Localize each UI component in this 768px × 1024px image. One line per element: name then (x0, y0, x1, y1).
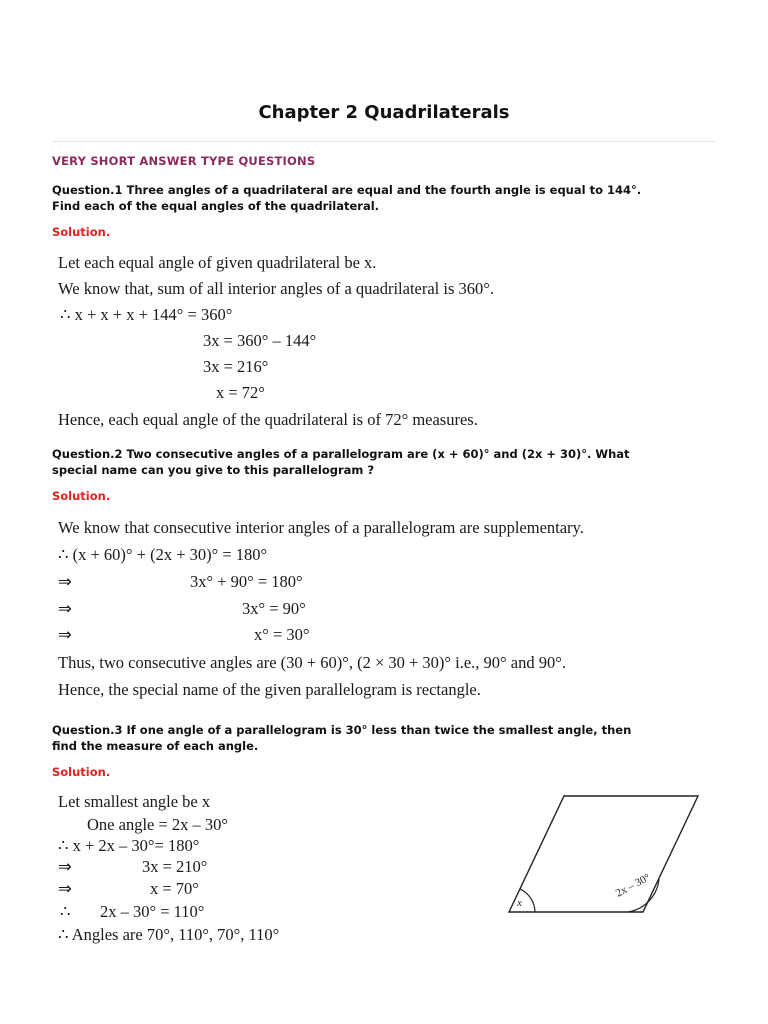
question-1 (52, 182, 712, 214)
question-3-line-1: Question.3 If one angle of a parallelogram is 30° less than twice the smallest angle, then (52, 723, 632, 737)
therefore-symbol: ∴ (60, 902, 71, 921)
angle-arc-x (520, 889, 535, 912)
q3-step-2: One angle = 2x – 30° (87, 815, 228, 834)
question-2-line-2: special name can you give to this parallelogram ? (52, 463, 375, 477)
q2-conclusion: Hence, the special name of the given parallelogram is rectangle. (58, 680, 481, 699)
parallelogram-figure (500, 780, 710, 920)
question-2-line-1: Question.2 Two consecutive angles of a parallelogram are (x + 60)° and (2x + 30)°. What (52, 447, 630, 461)
solution-1-label: Solution. (52, 225, 111, 239)
implies-symbol: ⇒ (58, 599, 72, 618)
divider (52, 141, 716, 142)
q3-step-4: 3x = 210° (142, 857, 208, 876)
q2-step-6: Thus, two consecutive angles are (30 + 60)°, (2 × 30 + 30)° i.e., 90° and 90°. (58, 653, 566, 672)
q2-step-1: We know that consecutive interior angles of a parallelogram are supplementary. (58, 518, 584, 537)
q1-step-1: Let each equal angle of given quadrilateral be x. (58, 253, 377, 272)
implies-symbol: ⇒ (58, 625, 72, 644)
q1-step-3: ∴ x + x + x + 144° = 360° (60, 305, 233, 324)
q2-step-3: 3x° + 90° = 180° (190, 572, 303, 591)
q2-step-5: x° = 30° (254, 625, 310, 644)
q1-step-4: 3x = 360° – 144° (203, 331, 317, 350)
angle-label-2x-minus-30: 2x – 30° (613, 871, 653, 900)
page-title: Chapter 2 Quadrilaterals (258, 102, 510, 123)
question-1-line-2: Find each of the equal angles of the quadrilateral. (52, 199, 380, 213)
q2-step-2: ∴ (x + 60)° + (2x + 30)° = 180° (58, 545, 268, 564)
question-3-line-2: find the measure of each angle. (52, 739, 259, 753)
q3-conclusion: ∴ Angles are 70°, 110°, 70°, 110° (58, 925, 280, 944)
q1-step-6: x = 72° (216, 383, 265, 402)
angle-label-x: x (517, 897, 522, 909)
q1-step-5: 3x = 216° (203, 357, 269, 376)
question-2 (52, 446, 712, 478)
q3-step-3: ∴ x + 2x – 30°= 180° (58, 836, 200, 855)
q2-step-4: 3x° = 90° (242, 599, 306, 618)
q3-step-1: Let smallest angle be x (58, 792, 211, 811)
q3-step-5: x = 70° (150, 879, 199, 898)
q1-step-2: We know that, sum of all interior angles of a quadrilateral is 360°. (58, 279, 494, 298)
solution-2-label: Solution. (52, 489, 111, 503)
q1-conclusion: Hence, each equal angle of the quadrilateral is of 72° measures. (58, 410, 478, 429)
q3-step-6: 2x – 30° = 110° (100, 902, 205, 921)
implies-symbol: ⇒ (58, 857, 72, 876)
solution-3-label: Solution. (52, 765, 111, 779)
section-heading: VERY SHORT ANSWER TYPE QUESTIONS (52, 154, 316, 168)
implies-symbol: ⇒ (58, 879, 72, 898)
question-1-line-1: Question.1 Three angles of a quadrilateral are equal and the fourth angle is equal to 144°. (52, 183, 642, 197)
question-3 (52, 722, 712, 754)
implies-symbol: ⇒ (58, 572, 72, 591)
parallelogram-shape (509, 796, 698, 912)
